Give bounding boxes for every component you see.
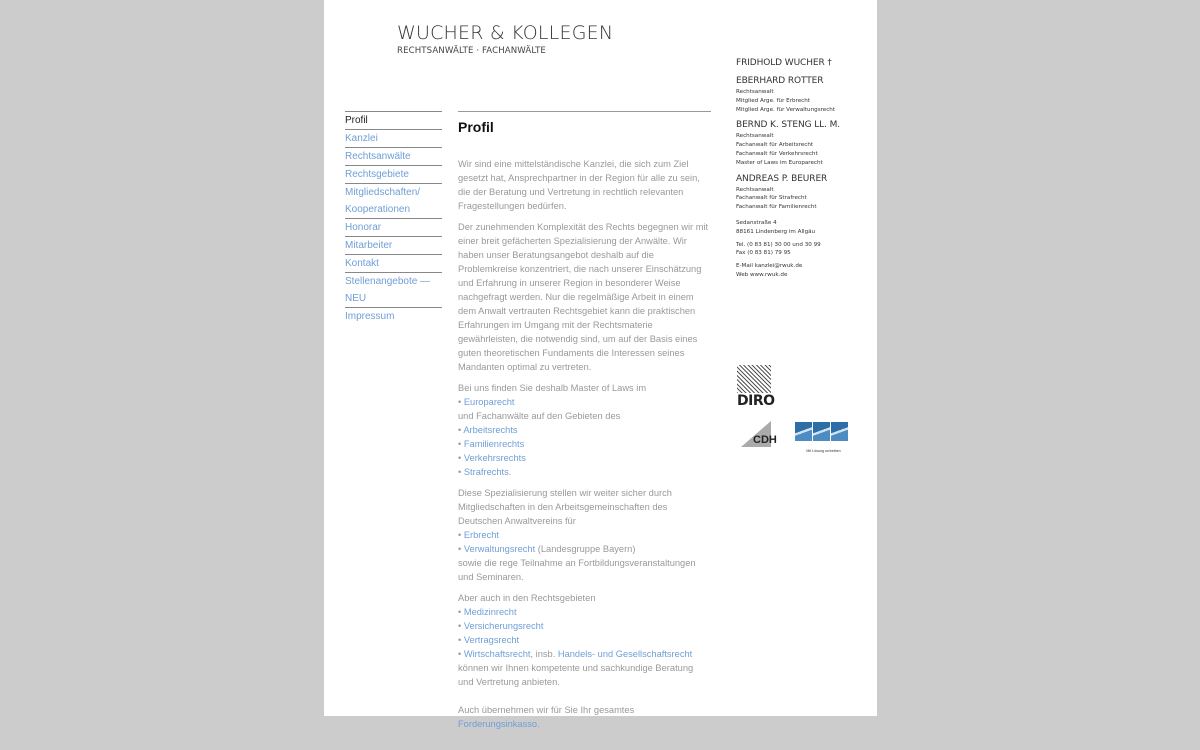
- logo-subtitle: RECHTSANWÄLTE · FACHANWÄLTE: [397, 46, 546, 56]
- main-content: [458, 111, 711, 738]
- partner-title: Mitglied Arge. für Verwaltungsrecht: [736, 106, 836, 113]
- partner-name: FRIDHOLD WUCHER †: [736, 58, 832, 68]
- nav-item-rechtsgebiete[interactable]: Rechtsgebiete: [345, 166, 442, 184]
- contact-block: [736, 262, 866, 280]
- nav-item-rechtsanwaelte[interactable]: Rechtsanwälte: [345, 148, 442, 166]
- link-forderungsinkasso[interactable]: Forderungsinkasso: [458, 719, 538, 729]
- partner-name: ANDREAS P. BEURER: [736, 173, 828, 184]
- link-versicherungsrecht[interactable]: Versicherungsrecht: [463, 621, 544, 631]
- address-city: 88161 Lindenberg im Allgäu: [736, 228, 816, 235]
- partner-title: Fachanwalt für Strafrecht: [736, 195, 807, 202]
- diro-logo[interactable]: DIRO: [737, 365, 771, 411]
- address-block: [736, 219, 866, 237]
- link-handels-gesellschaftsrecht[interactable]: Handels- und Gesellschaftsrecht: [557, 649, 693, 659]
- partner-sidebar: [736, 56, 866, 280]
- complexity-paragraph: Der zunehmenden Komplexität des Rechts begegnen wir mit einer breit gefächerten Spezialisierung der Anwälte. Wir haben unser Beratungsangebot deshalb auf die Problemkreise konzentriert, die nach unserer Einschätzung und Erfahrung in unserer Region in besonderer Weise nachgefragt werden. Nur die regelmäßige Arbeit in einem dem Anwalt vertrauten Rechtsgebiet kann die praktischen Erfahrungen im Umgang mit der Rechtsmaterie gewährleisten, die notwendig sind, um auf der Basis eines guten theoretischen Fundaments die Interessen seines Mandanten optimal zu vertreten.: [458, 222, 709, 372]
- partner-title: Rechtsanwalt: [736, 186, 774, 193]
- partner-title: Fachanwalt für Familienrecht: [736, 204, 817, 211]
- specialization-paragraph: Bei uns finden Sie deshalb Master of Laws im • Europarecht und Fachanwälte auf den Gebieten des • Arbeitsrechts • Familienrechts • Verkehrsrechts • Strafrechts.: [458, 383, 647, 477]
- link-verwaltungsrecht[interactable]: Verwaltungsrecht: [463, 544, 536, 554]
- other-areas-paragraph: Aber auch in den Rechtsgebieten • Medizinrecht • Versicherungsrecht • Vertragsrecht • Wirtschaftsrecht, insb. Handels- und Gesellschaftsrecht können wir Ihnen kompetente und sachkundige Beratung und Vertretung anbieten.: [458, 593, 694, 687]
- nav-item-kooperationen[interactable]: Kooperationen: [345, 201, 442, 219]
- link-strafrecht[interactable]: Strafrechts.: [463, 467, 512, 477]
- cdh-logo[interactable]: CDH: [737, 421, 781, 448]
- address-street: Sedanstraße 4: [736, 219, 777, 226]
- nav-item-profil[interactable]: Profil: [345, 112, 442, 130]
- nav-item-stellenangebote[interactable]: Stellenangebote — NEU: [345, 273, 442, 308]
- nav-item-mitgliedschaften[interactable]: Mitgliedschaften/: [345, 187, 421, 198]
- collection-paragraph: Auch übernehmen wir für Sie Ihr gesamtes Forderungsinkasso.: [458, 705, 635, 729]
- link-vertragsrecht[interactable]: Vertragsrecht: [463, 635, 520, 645]
- partner-name: BERND K. STENG LL. M.: [736, 120, 841, 131]
- phone: Tel. (0 83 81) 30 00 und 30 99: [736, 241, 821, 248]
- page-title: Profil: [458, 119, 494, 135]
- wave-icon: [813, 422, 830, 441]
- link-verkehrsrecht[interactable]: Verkehrsrechts: [463, 453, 526, 463]
- nav-item-impressum[interactable]: Impressum: [345, 311, 395, 322]
- link-medizinrecht[interactable]: Medizinrecht: [463, 607, 517, 617]
- partner-title: Rechtsanwalt: [736, 89, 774, 95]
- nav-item-kanzlei[interactable]: Kanzlei: [345, 130, 442, 148]
- partner-title: Fachanwalt für Verkehrsrecht: [736, 150, 818, 157]
- nav-item-mitarbeiter[interactable]: Mitarbeiter: [345, 237, 442, 255]
- partner-title: Rechtsanwalt: [736, 133, 774, 140]
- membership-paragraph: Diese Spezialisierung stellen wir weiter sicher durch Mitgliedschaften in den Arbeitsgemeinschaften des Deutschen Anwaltvereins für • Erbrecht • Verwaltungsrecht (Landesgruppe Bayern) sowie die rege Teilnahme an Fortbildungsveranstaltungen und Seminaren.: [458, 488, 696, 582]
- web-link[interactable]: Web www.rwuk.de: [736, 271, 788, 278]
- link-erbrecht[interactable]: Erbrecht: [463, 530, 499, 540]
- fax: Fax (0 83 81) 79 95: [736, 250, 791, 257]
- wave-icon: [795, 422, 812, 441]
- partner-title: Fachanwalt für Arbeitsrecht: [736, 142, 814, 149]
- phone-block: [736, 241, 866, 259]
- nav-item-kontakt[interactable]: Kontakt: [345, 255, 442, 273]
- diro-pattern-icon: [737, 365, 771, 393]
- nav-item-honorar[interactable]: Honorar: [345, 219, 442, 237]
- partner-title: Master of Laws im Europarecht: [736, 159, 823, 166]
- page-container: [324, 0, 877, 729]
- link-arbeitsrecht[interactable]: Arbeitsrechts: [463, 425, 518, 435]
- membership-logos: [736, 364, 866, 454]
- intro-paragraph: Wir sind eine mittelständische Kanzlei, die sich zum Ziel gesetzt hat, Ansprechpartner in der Region für alle zu sein, die der Beratung und Vertretung in rechtlich relevanten Fragestellungen bedürfen.: [458, 159, 700, 211]
- email-link[interactable]: E-Mail kanzlei@rwuk.de: [736, 263, 803, 270]
- site-logo[interactable]: [397, 22, 613, 56]
- link-familienrecht[interactable]: Familienrechts: [463, 439, 525, 449]
- link-wirtschaftsrecht[interactable]: Wirtschaftsrecht: [463, 649, 531, 659]
- ssw-logo[interactable]: Mit Lösung schreiben: [795, 422, 852, 452]
- logo-title: WUCHER & KOLLEGEN: [397, 22, 614, 44]
- main-navigation: [345, 111, 442, 325]
- partner-name: EBERHARD ROTTER: [736, 76, 824, 86]
- partner-title: Mitglied Arge. für Erbrecht: [736, 97, 810, 104]
- link-europarecht[interactable]: Europarecht: [463, 397, 515, 407]
- wave-icon: [831, 422, 848, 441]
